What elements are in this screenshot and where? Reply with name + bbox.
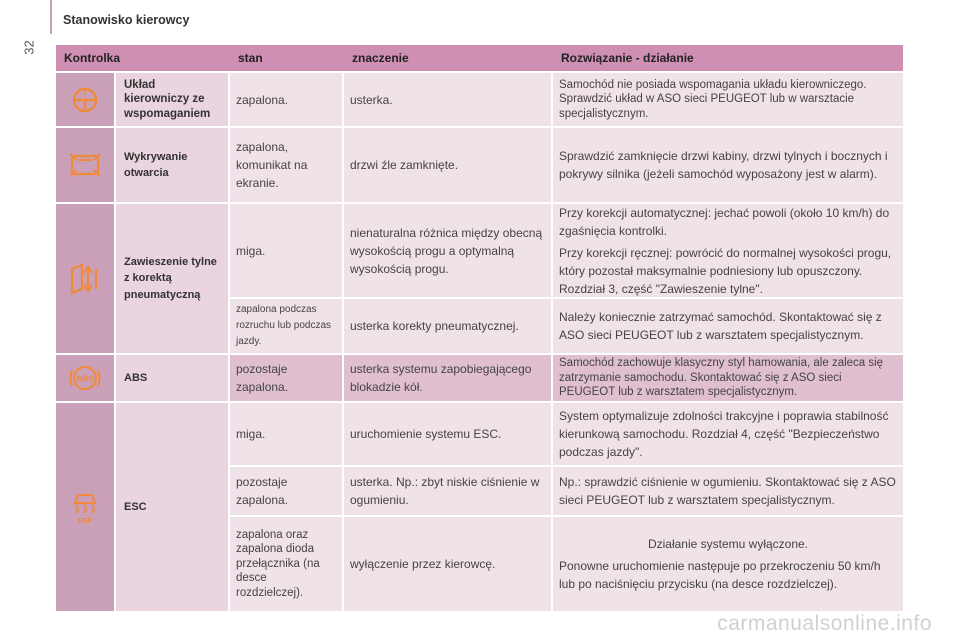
cell-stan: pozostaje zapalona.: [230, 467, 342, 515]
row-name: Wykrywanie otwarcia: [116, 128, 228, 202]
icon-cell: [56, 128, 114, 202]
cell-stan: miga.: [230, 403, 342, 465]
icon-cell: [56, 403, 114, 611]
icon-cell: [56, 204, 114, 353]
table-group-power-steering: [56, 73, 903, 126]
cell-rozwiazanie: Samochód zachowuje klasyczny styl hamowania, ale zaleca się zatrzymanie samochodu. Skontaktować się z ASO sieci PEUGEOT lub z warsztatem specjalistycznym.: [553, 355, 903, 401]
cell-znaczenie: usterka systemu zapobiegającego blokadzie kół.: [344, 355, 551, 401]
section-header: Stanowisko kierowcy: [63, 13, 190, 27]
table-group-door-open: [56, 128, 903, 202]
rozwiazanie-paragraph: Ponowne uruchomienie następuje po przekroczeniu 50 km/h lub po naciśnięciu przycisku (na desce rozdzielczej).: [559, 559, 881, 591]
cell-rozwiazanie: Np.: sprawdzić ciśnienie w ogumieniu. Skontaktować się z ASO sieci PEUGEOT lub z warsztatem specjalistycznym.: [553, 467, 903, 515]
row-name: Zawieszenie tylne z korektą pneumatyczną: [116, 204, 228, 353]
power-steering-warning-icon: [68, 86, 102, 114]
header-kontrolka: Kontrolka: [64, 51, 121, 65]
cell-stan: zapalona.: [230, 73, 342, 126]
cell-stan: zapalona podczas rozruchu lub podczas jazdy.: [230, 299, 342, 353]
table-row: [230, 517, 903, 611]
table-row: [230, 355, 903, 401]
row-name: ABS: [116, 355, 228, 401]
rozwiazanie-paragraph: Przy korekcji ręcznej: powrócić do normalnej wysokości progu, który pozostał maksymalnie podniesiony lub opuszczony. Rozdział 3, część "Zawieszenie tylne".: [559, 245, 892, 296]
table-row: [230, 403, 903, 465]
cell-znaczenie: nienaturalna różnica między obecną wysokością progu a optymalną wysokością progu.: [344, 204, 551, 297]
cell-rozwiazanie: Samochód nie posiada wspomagania układu kierowniczego. Sprawdzić układ w ASO sieci PEUGEOT lub w warsztacie specjalistycznym.: [553, 73, 903, 126]
table-header-row: [56, 45, 903, 71]
cell-stan: pozostaje zapalona.: [230, 355, 342, 401]
esp-icon-text: ESP: [77, 518, 93, 525]
cell-stan: zapalona oraz zapalona dioda przełącznika (na desce rozdzielczej).: [230, 517, 342, 611]
icon-cell: [56, 355, 114, 401]
cell-stan: zapalona, komunikat na ekranie.: [230, 128, 342, 202]
abs-warning-icon: [68, 364, 102, 392]
table-row: [230, 204, 903, 297]
header-stan: stan: [238, 51, 263, 65]
cell-znaczenie: usterka.: [344, 73, 551, 126]
rear-suspension-height-icon: [68, 261, 102, 297]
table-row: [230, 467, 903, 515]
row-name: ESC: [116, 403, 228, 611]
rozwiazanie-paragraph: Przy korekcji automatycznej: jechać powoli (około 10 km/h) do zgaśnięcia kontrolki.: [559, 205, 890, 238]
watermark: carmanualsonline.info: [717, 612, 932, 635]
cell-znaczenie: drzwi źle zamknięte.: [344, 128, 551, 202]
icon-cell: [56, 73, 114, 126]
table-group-esc: [56, 403, 903, 611]
cell-znaczenie: usterka. Np.: zbyt niskie ciśnienie w ogumieniu.: [344, 467, 551, 515]
door-open-warning-icon: [66, 150, 104, 180]
header-rozwiazanie: Rozwiązanie - działanie: [561, 51, 694, 65]
cell-rozwiazanie: Należy koniecznie zatrzymać samochód. Skontaktować się z ASO sieci PEUGEOT lub z warsztatem specjalistycznym.: [553, 299, 903, 353]
rozwiazanie-paragraph: Działanie systemu wyłączone.: [647, 537, 809, 551]
cell-znaczenie: wyłączenie przez kierowcę.: [344, 517, 551, 611]
warning-lights-table: [56, 45, 903, 613]
table-group-abs: [56, 355, 903, 401]
cell-rozwiazanie: [553, 204, 903, 297]
esc-warning-icon: [70, 489, 100, 525]
header-accent-bar: [50, 0, 52, 34]
svg-text:!: !: [83, 88, 87, 99]
cell-rozwiazanie: System optymalizuje zdolności trakcyjne i poprawia stabilność kierunkową samochodu. Rozdział 4, część "Bezpieczeństwo podczas jazdy".: [553, 403, 903, 465]
cell-znaczenie: usterka korekty pneumatycznej.: [344, 299, 551, 353]
table-row: [230, 299, 903, 353]
table-row: [230, 73, 903, 126]
table-row: [230, 128, 903, 202]
cell-rozwiazanie: [553, 517, 903, 611]
table-group-suspension: [56, 204, 903, 353]
header-znaczenie: znaczenie: [352, 51, 409, 65]
page-number: 32: [21, 40, 37, 55]
cell-rozwiazanie: Sprawdzić zamknięcie drzwi kabiny, drzwi tylnych i bocznych i pokrywy silnika (jeżeli samochód wyposażony jest w alarm).: [553, 128, 903, 202]
cell-znaczenie: uruchomienie systemu ESC.: [344, 403, 551, 465]
abs-icon-text: ABS: [76, 373, 94, 384]
cell-stan: miga.: [230, 204, 342, 297]
row-name: Układ kierowniczy ze wspomaganiem: [116, 73, 228, 126]
